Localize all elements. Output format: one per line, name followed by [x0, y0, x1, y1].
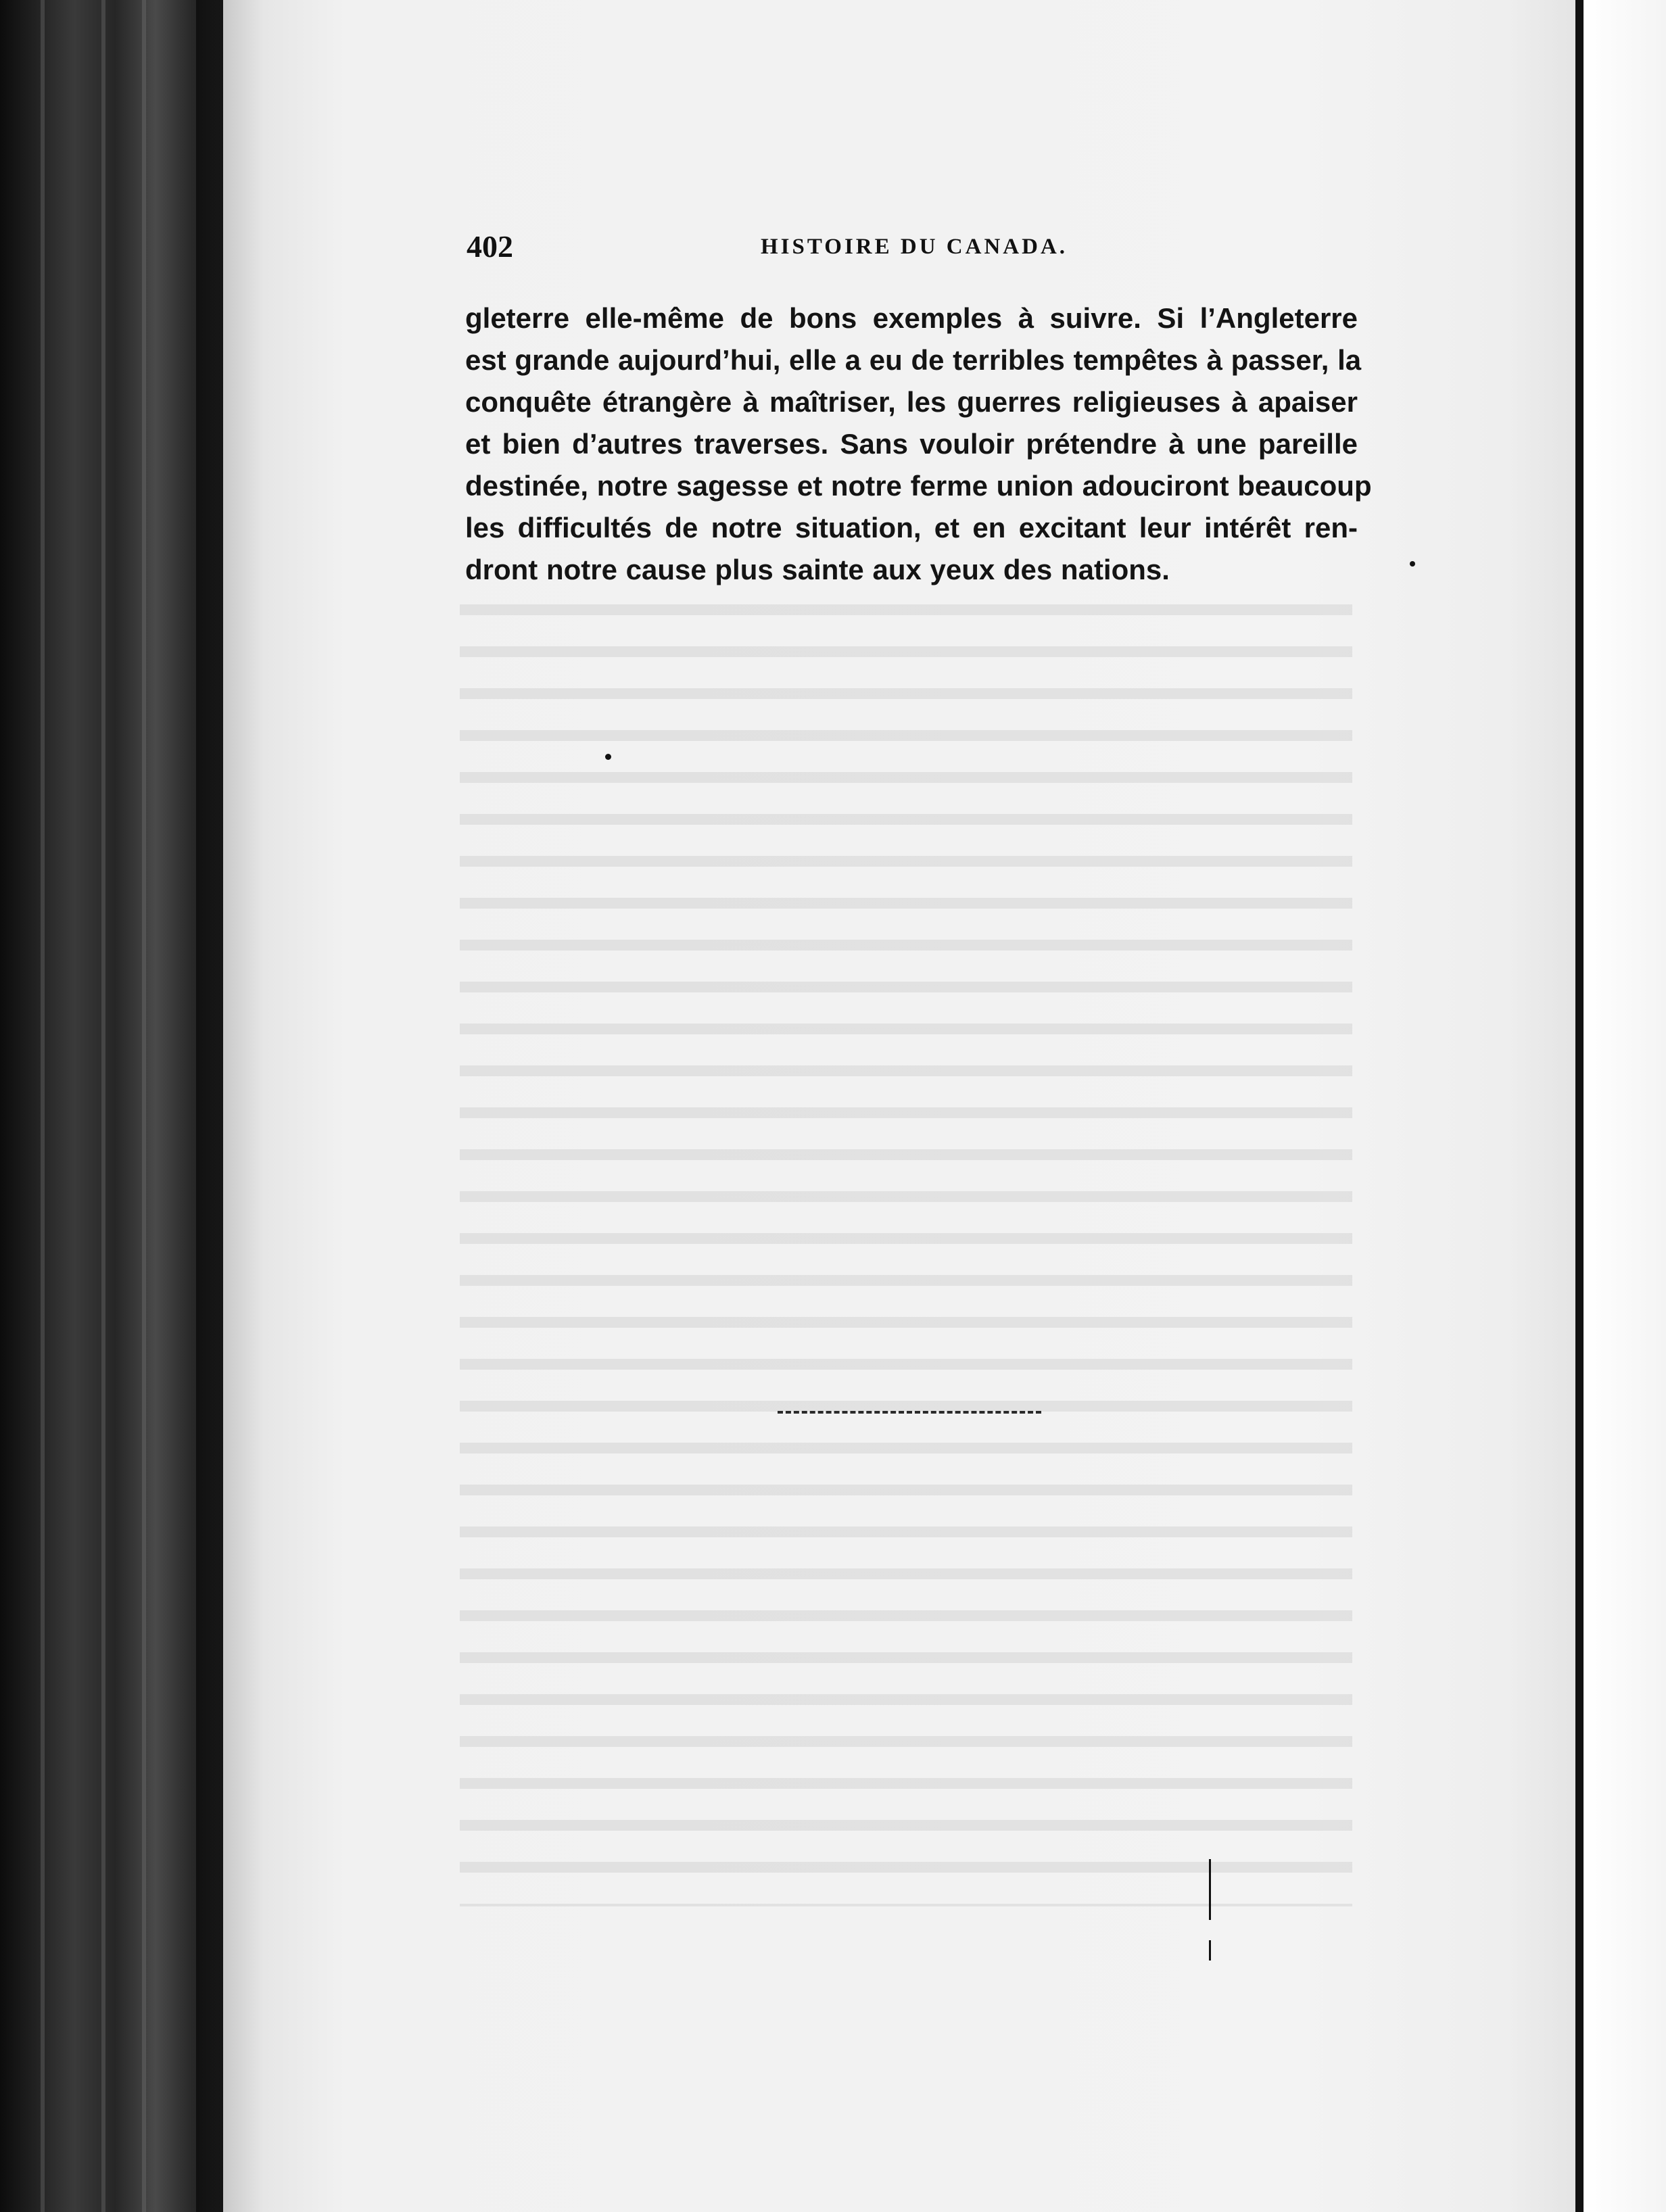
section-divider — [778, 1411, 1041, 1414]
text-line: et bien d’autres traverses. Sans vouloir prétendre à une pareille — [465, 428, 1358, 460]
ink-speck — [1410, 561, 1415, 567]
right-margin — [1584, 0, 1666, 2212]
paragraph — [465, 297, 1372, 591]
text-line: dront notre cause plus sainte aux yeux des nations. — [465, 554, 1170, 585]
running-title: HISTOIRE DU CANADA. — [761, 235, 1068, 259]
text-line: conquête étrangère à maîtriser, les guerres religieuses à apaiser — [465, 386, 1358, 418]
running-head — [467, 226, 1089, 267]
text-line: les difficultés de notre situation, et en excitant leur intérêt ren- — [465, 512, 1358, 544]
text-line: est grande aujourd’hui, elle a eu de terribles tempêtes à passer, la — [465, 344, 1362, 376]
text-line: gleterre elle-même de bons exemples à suivre. Si l’Angleterre — [465, 302, 1358, 334]
text-line: destinée, notre sagesse et notre ferme union adouciront beaucoup — [465, 470, 1372, 502]
spine-streak — [101, 0, 105, 2212]
ink-speck — [605, 754, 611, 760]
page-number: 402 — [467, 229, 513, 264]
bleed-through-text — [460, 588, 1352, 1906]
book-spine — [0, 0, 223, 2212]
spine-shadow — [196, 0, 223, 2212]
scan-scratch — [1209, 1859, 1211, 1920]
page-gutter-line — [1575, 0, 1584, 2212]
scan-scratch — [1209, 1940, 1211, 1961]
spine-streak — [41, 0, 45, 2212]
spine-streak — [142, 0, 146, 2212]
